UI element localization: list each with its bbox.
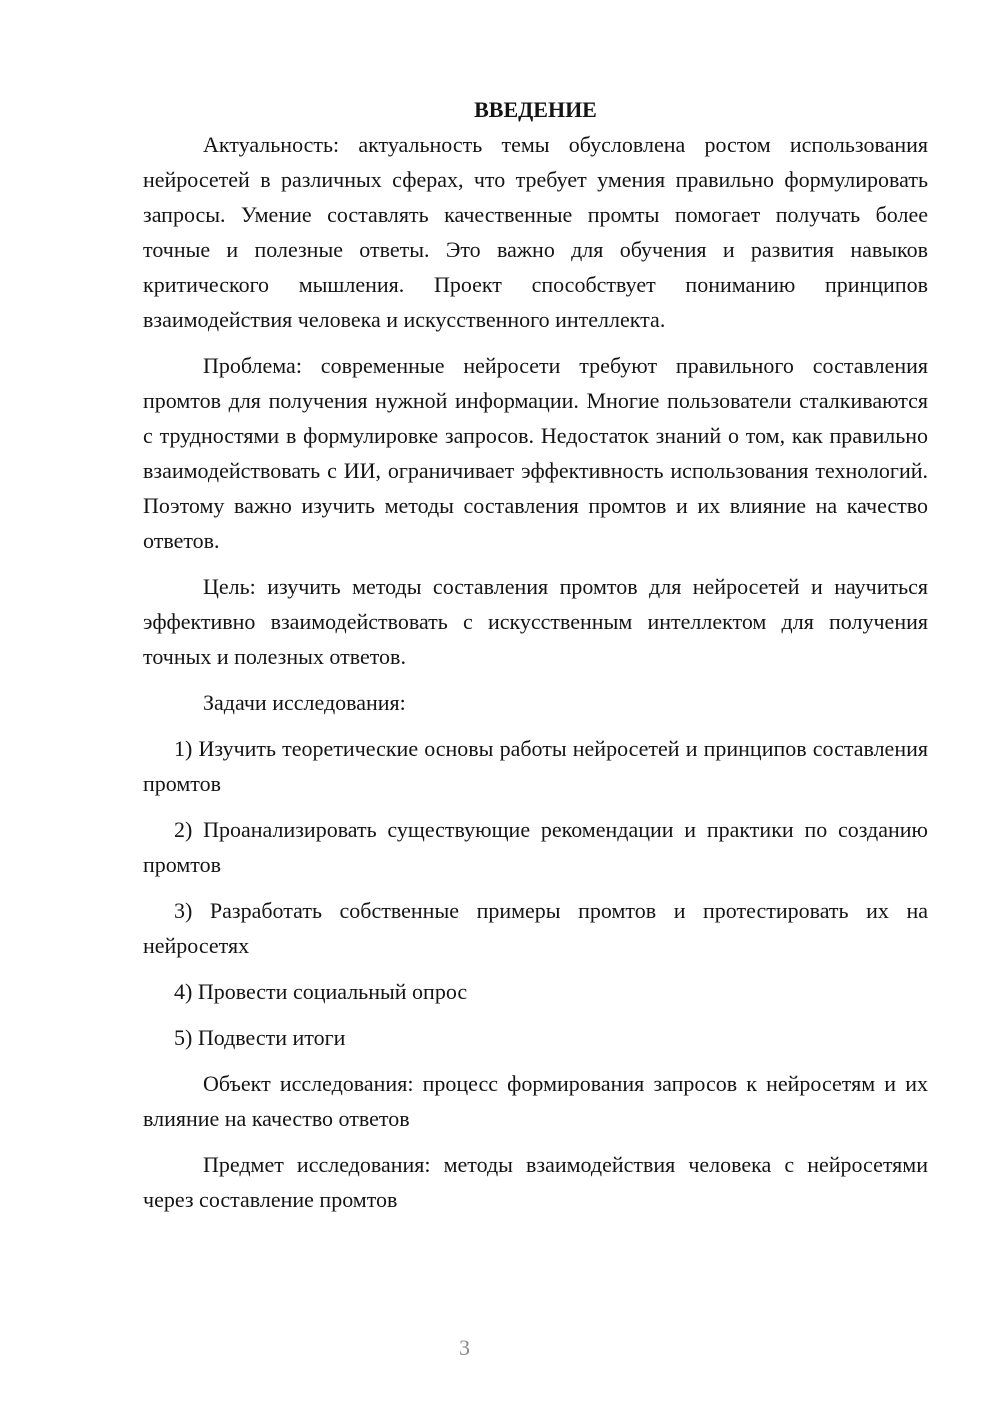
problem-paragraph: Проблема: современные нейросети требуют правильного составления промтов для получения нужной информации. Многие пользователи сталкиваются с трудностями в формулировке запросов. Недостаток знаний о том, как правильно взаимодействовать с ИИ, ограничивает эффективность использования технологий. Поэтому важно изучить методы составления промтов и их влияние на качество ответов.	[143, 353, 928, 553]
tasks-heading: Задачи исследования:	[203, 690, 406, 715]
section-heading: ВВЕДЕНИЕ	[474, 97, 597, 122]
task-item-1: 1) Изучить теоретические основы работы нейросетей и принципов составления промтов	[143, 736, 928, 796]
subject-paragraph: Предмет исследования: методы взаимодействия человека с нейросетями через составление промтов	[143, 1152, 928, 1212]
goal-paragraph: Цель: изучить методы составления промтов для нейросетей и научиться эффективно взаимодействовать с искусственным интеллектом для получения точных и полезных ответов.	[143, 574, 928, 669]
task-item-3: 3) Разработать собственные примеры промтов и протестировать их на нейросетях	[143, 898, 928, 958]
page-body	[143, 92, 928, 1217]
task-item-4: 4) Провести социальный опрос	[174, 979, 468, 1004]
relevance-paragraph: Актуальность: актуальность темы обусловлена ростом использования нейросетей в различных сферах, что требует умения правильно формулировать запросы. Умение составлять качественные промты помогает получать более точные и полезные ответы. Это важно для обучения и развития навыков критического мышления. Проект способствует пониманию принципов взаимодействия человека и искусственного интеллекта.	[143, 132, 928, 332]
task-item-2: 2) Проанализировать существующие рекомендации и практики по созданию промтов	[143, 817, 928, 877]
task-item-5: 5) Подвести итоги	[174, 1025, 346, 1050]
object-paragraph: Объект исследования: процесс формирования запросов к нейросетям и их влияние на качество ответов	[143, 1071, 928, 1131]
page-number: 3	[459, 1335, 470, 1360]
